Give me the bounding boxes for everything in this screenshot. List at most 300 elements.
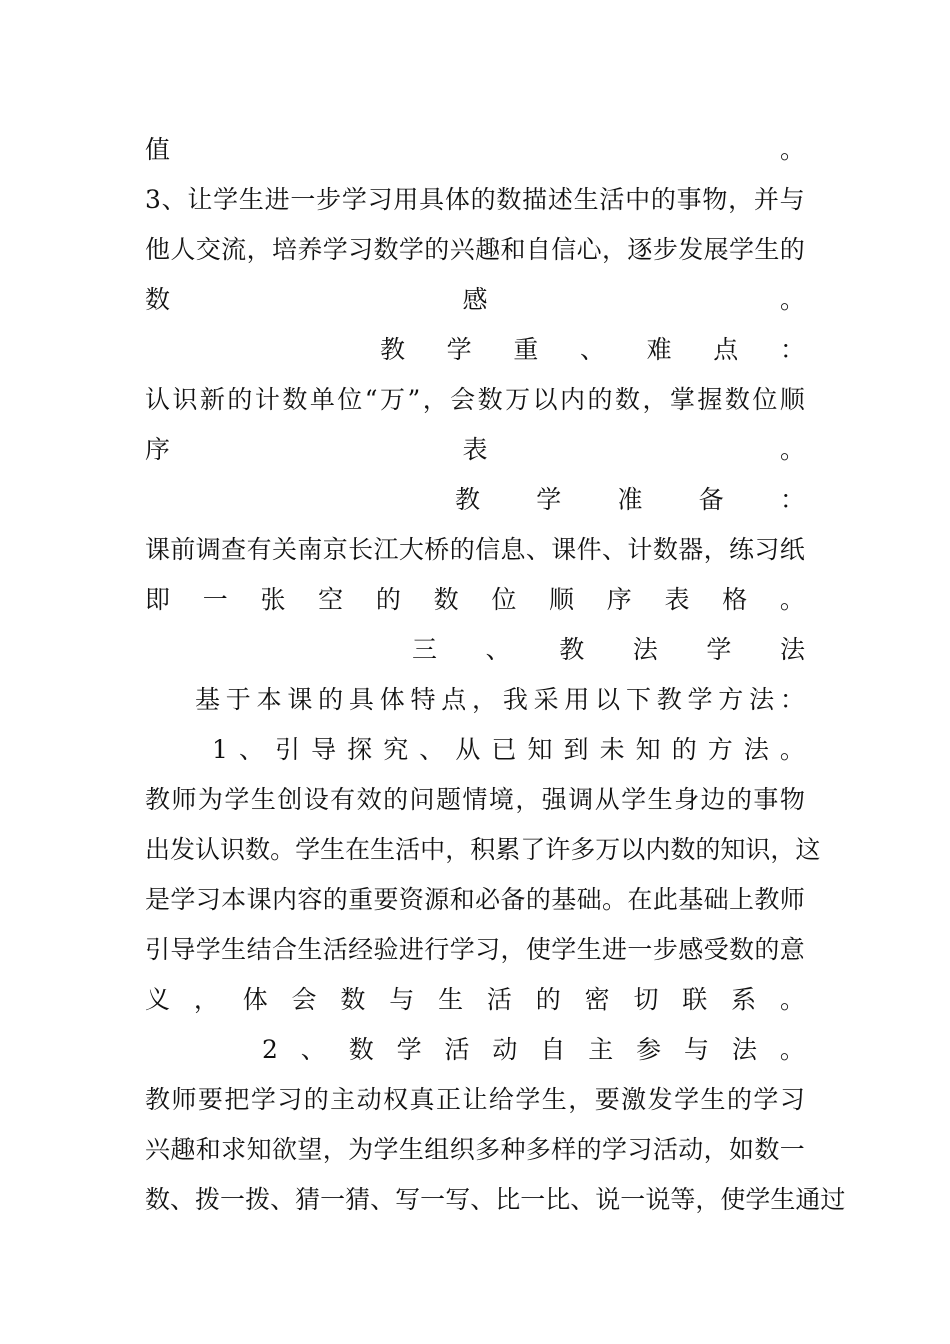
text-line [145, 175, 805, 225]
text-char: 出 [145, 835, 171, 864]
text-char: 强 [541, 785, 567, 814]
text-line [145, 1075, 805, 1125]
text-char: 正 [435, 1085, 461, 1114]
text-char: 这 [795, 835, 821, 864]
text-char: 学 [398, 235, 424, 264]
text-char: 等 [670, 1185, 696, 1214]
text-char: 教 [455, 485, 481, 514]
text-char: 序 [606, 585, 632, 614]
text-char: 体 [444, 185, 470, 214]
text-char: 数 [614, 385, 640, 414]
text-char: 学 [621, 785, 647, 814]
text-char: 纸 [779, 535, 805, 564]
text-char: “ [364, 385, 378, 414]
text-char: 物 [779, 785, 805, 814]
text-char: 生 [770, 1185, 796, 1214]
text-char: 经 [348, 935, 374, 964]
text-char: 如 [728, 1135, 754, 1164]
text-char: 数 [373, 235, 399, 264]
text-char: 学 [674, 1085, 700, 1114]
text-char: 学 [170, 885, 196, 914]
text-char: 要 [373, 885, 399, 914]
text-char: 数 [145, 285, 171, 314]
text-char: 数 [340, 985, 366, 1014]
text-char: 自 [525, 235, 551, 264]
text-char: 2 [262, 1035, 278, 1064]
text-char: 兴 [145, 1135, 171, 1164]
text-char: 题 [435, 785, 461, 814]
text-char: 数 [348, 1035, 374, 1064]
text-char: 教 [145, 785, 171, 814]
text-char: 物 [702, 185, 728, 214]
text-char: 生 [320, 835, 346, 864]
text-char: 具 [348, 685, 374, 714]
text-char: 习 [627, 1135, 653, 1164]
text-char: 从 [455, 735, 481, 764]
text-char: 教 [656, 685, 682, 714]
text-char: 学 [446, 335, 472, 364]
text-char: 过 [820, 1185, 846, 1214]
text-char: 步 [316, 185, 342, 214]
text-char: 教 [145, 1085, 171, 1114]
text-char: 计 [627, 535, 653, 564]
text-char: 重 [513, 335, 539, 364]
text-char: 样 [551, 1135, 577, 1164]
text-line [145, 875, 805, 925]
text-char: 课 [246, 885, 272, 914]
text-char: 以 [620, 835, 646, 864]
text-char: 权 [383, 1085, 409, 1114]
text-char: 内 [271, 885, 297, 914]
text-char: ， [695, 1185, 721, 1214]
text-char: 、 [170, 1185, 196, 1214]
text-char: 即 [145, 585, 171, 614]
text-char: 生 [297, 935, 323, 964]
text-char: 的 [726, 785, 752, 814]
text-char: 合 [271, 935, 297, 964]
text-char: 握 [697, 385, 723, 414]
text-char: 的 [671, 735, 697, 764]
text-char: 事 [753, 785, 779, 814]
text-char: 以 [595, 685, 621, 714]
text-char: ” [407, 385, 421, 414]
text-char: 设 [303, 785, 329, 814]
text-char: 上 [728, 885, 754, 914]
text-char: 张 [260, 585, 286, 614]
text-char: 空 [318, 585, 344, 614]
text-char: 系 [731, 985, 757, 1014]
text-char: 习 [195, 885, 221, 914]
text-char: 采 [533, 685, 559, 714]
text-char: 学 [322, 235, 348, 264]
text-char: 信 [475, 535, 501, 564]
text-char: 法 [749, 685, 775, 714]
text-char: 京 [322, 535, 348, 564]
text-char: 具 [419, 185, 445, 214]
text-char: 在 [345, 835, 371, 864]
text-char: 和 [449, 885, 475, 914]
text-char: 引 [275, 735, 301, 764]
text-char: 的 [587, 385, 613, 414]
text-char: 感 [678, 935, 704, 964]
text-char: 到 [563, 735, 589, 764]
text-char: 教 [754, 885, 780, 914]
text-line [145, 575, 805, 625]
text-char: 引 [145, 935, 171, 964]
text-char: 培 [271, 235, 297, 264]
text-char: 。 [779, 285, 805, 314]
text-char: 猜 [345, 1185, 371, 1214]
text-char: 桥 [424, 535, 450, 564]
section-heading [412, 625, 805, 675]
section-heading [380, 325, 805, 375]
text-char: 拨 [195, 1185, 221, 1214]
text-char: 3 [145, 185, 161, 214]
text-char: 生 [576, 935, 602, 964]
text-char: 兴 [449, 235, 475, 264]
text-char: 生 [221, 935, 247, 964]
text-char: 描 [522, 185, 548, 214]
text-char: 方 [707, 735, 733, 764]
text-char: 事 [676, 185, 702, 214]
text-char: 表 [664, 585, 690, 614]
text-char: 重 [348, 885, 374, 914]
text-char: 的 [227, 385, 253, 414]
text-char: 生 [754, 235, 780, 264]
text-char: 真 [409, 1085, 435, 1114]
text-char: 数 [652, 535, 678, 564]
text-char: 内 [560, 385, 586, 414]
text-char: ： [779, 335, 805, 364]
text-char: 比 [495, 1185, 521, 1214]
text-char: 法 [779, 635, 805, 664]
text-char: 学 [295, 835, 321, 864]
text-char: 边 [700, 785, 726, 814]
text-char: ， [770, 835, 796, 864]
text-char: 课 [145, 535, 171, 564]
text-char: 的 [726, 1085, 752, 1114]
text-char: 导 [170, 935, 196, 964]
text-char: 通 [795, 1185, 821, 1214]
text-char: 、 [238, 735, 264, 764]
text-char: 认 [195, 835, 221, 864]
text-char: 结 [246, 935, 272, 964]
text-char: 义 [145, 985, 171, 1014]
text-char: 主 [330, 1085, 356, 1114]
text-char: 趣 [475, 235, 501, 264]
text-char: 已 [491, 735, 517, 764]
text-char: 课 [551, 535, 577, 564]
text-char: 的 [525, 885, 551, 914]
text-char: 新 [199, 385, 225, 414]
text-char: 习 [754, 535, 780, 564]
text-char: 种 [500, 1135, 526, 1164]
text-char: 一 [620, 1185, 646, 1214]
text-char: 展 [703, 235, 729, 264]
text-char: 情 [462, 785, 488, 814]
text-char: 江 [373, 535, 399, 564]
text-char: 并 [753, 185, 779, 214]
text-char: 学 [396, 1035, 422, 1064]
text-char: 础 [703, 885, 729, 914]
text-char: 信 [551, 235, 577, 264]
text-char: 特 [410, 685, 436, 714]
text-line [195, 675, 805, 725]
text-char: 准 [617, 485, 643, 514]
text-char: 器 [678, 535, 704, 564]
text-char: 学 [213, 185, 239, 214]
text-char: 给 [488, 1085, 514, 1114]
text-char: 、 [161, 185, 187, 214]
text-char: 万 [505, 385, 531, 414]
text-char: 人 [170, 235, 196, 264]
text-char: 础 [576, 885, 602, 914]
text-char: 生 [398, 1135, 424, 1164]
text-char: 识 [220, 835, 246, 864]
text-char: 位 [752, 385, 778, 414]
text-char: 切 [633, 985, 659, 1014]
text-char: 一 [779, 1135, 805, 1164]
text-char: 从 [594, 785, 620, 814]
text-char: 学 [341, 185, 367, 214]
text-char: 多 [475, 1135, 501, 1164]
text-char: 内 [645, 835, 671, 864]
text-char: 长 [348, 535, 374, 564]
text-char: 进 [398, 935, 424, 964]
text-char: 单 [309, 385, 335, 414]
text-char: 教 [380, 335, 406, 364]
text-char: 资 [398, 885, 424, 914]
text-char: 本 [221, 885, 247, 914]
text-char: 习 [367, 185, 393, 214]
text-char: 与 [389, 985, 415, 1014]
text-char: 流 [221, 235, 247, 264]
text-char: 、 [570, 1185, 596, 1214]
text-char: 动 [492, 1035, 518, 1064]
text-char: 大 [398, 535, 424, 564]
text-char: 备 [500, 885, 526, 914]
text-char: 望 [297, 1135, 323, 1164]
text-char: 交 [195, 235, 221, 264]
text-char: 多 [570, 835, 596, 864]
text-char: 数 [724, 385, 750, 414]
text-char: 和 [500, 235, 526, 264]
text-char: 万 [379, 385, 405, 414]
text-char: 备 [698, 485, 724, 514]
text-char: 难 [646, 335, 672, 364]
text-char: 生 [700, 1085, 726, 1114]
text-char: 位 [337, 385, 363, 414]
text-char: 我 [502, 685, 528, 714]
text-char: 自 [540, 1035, 566, 1064]
text-char: 验 [373, 935, 399, 964]
text-char: 息 [500, 535, 526, 564]
text-char: 活 [444, 1035, 470, 1064]
text-char: 一 [290, 185, 316, 214]
text-char: 师 [171, 785, 197, 814]
text-char: 练 [728, 535, 754, 564]
text-char: 他 [145, 235, 171, 264]
text-line [145, 1175, 846, 1225]
text-char: ： [779, 485, 805, 514]
text-char: 学 [449, 935, 475, 964]
text-char: 此 [652, 885, 678, 914]
text-char: 调 [195, 535, 221, 564]
text-char: 效 [356, 785, 382, 814]
text-char: 拨 [245, 1185, 271, 1214]
text-char: 的 [779, 235, 805, 264]
text-char: 为 [197, 785, 223, 814]
text-char: 一 [420, 1185, 446, 1214]
text-char: 计 [254, 385, 280, 414]
text-char: 述 [547, 185, 573, 214]
text-char: 师 [779, 885, 805, 914]
text-char: 顺 [779, 385, 805, 414]
text-char: 让 [462, 1085, 488, 1114]
text-char: 、 [579, 335, 605, 364]
text-char: 发 [647, 1085, 673, 1114]
text-char: 要 [594, 1085, 620, 1114]
text-char: ， [728, 185, 754, 214]
text-char: 问 [409, 785, 435, 814]
text-char: 活 [395, 835, 421, 864]
text-char: 数 [245, 835, 271, 864]
text-char: 生 [250, 785, 276, 814]
text-char: 的 [383, 785, 409, 814]
text-char: 织 [449, 1135, 475, 1164]
text-char: 的 [754, 935, 780, 964]
text-char: 基 [678, 885, 704, 914]
text-char: 学 [728, 235, 754, 264]
text-char: 学 [753, 1085, 779, 1114]
text-char: 数 [145, 1185, 171, 1214]
text-char: 许 [545, 835, 571, 864]
text-char: 学 [224, 785, 250, 814]
text-char: 顺 [549, 585, 575, 614]
text-char: 创 [277, 785, 303, 814]
text-char: 有 [330, 785, 356, 814]
text-char: 位 [491, 585, 517, 614]
text-char: 心 [576, 235, 602, 264]
text-char: 生 [647, 785, 673, 814]
text-char: 活 [599, 185, 625, 214]
text-char: 方 [718, 685, 744, 714]
text-char: 。 [779, 135, 805, 164]
text-char: ， [602, 235, 628, 264]
text-char: 下 [625, 685, 651, 714]
text-line [212, 725, 805, 775]
text-char: 基 [551, 885, 577, 914]
text-char: 、 [602, 535, 628, 564]
text-char: 活 [652, 1135, 678, 1164]
text-char: 欲 [271, 1135, 297, 1164]
text-char: 意 [779, 935, 805, 964]
text-char: ， [515, 785, 541, 814]
text-char: 活 [486, 985, 512, 1014]
text-char: 多 [525, 1135, 551, 1164]
text-char: 知 [527, 735, 553, 764]
text-char: ， [703, 535, 729, 564]
text-char: 数 [477, 385, 503, 414]
text-char: 身 [674, 785, 700, 814]
text-char: 学 [515, 1085, 541, 1114]
text-char: 法 [632, 635, 658, 664]
text-char: 动 [356, 1085, 382, 1114]
text-char: 查 [221, 535, 247, 564]
text-char: ， [422, 385, 448, 414]
text-char: 师 [171, 1085, 197, 1114]
text-char: 的 [650, 185, 676, 214]
text-char: 知 [720, 835, 746, 864]
text-char: 学 [602, 1135, 628, 1164]
text-char: ， [568, 1085, 594, 1114]
text-line [145, 775, 805, 825]
text-char: 生 [438, 985, 464, 1014]
text-char: 一 [202, 585, 228, 614]
text-char: 南 [297, 535, 323, 564]
text-char: 为 [348, 1135, 374, 1164]
text-char: 的 [449, 535, 475, 564]
text-line [145, 1125, 805, 1175]
text-char: 激 [621, 1085, 647, 1114]
text-char: 生 [370, 835, 396, 864]
text-char: 、 [300, 1035, 326, 1064]
text-line [145, 825, 821, 875]
text-char: 猜 [295, 1185, 321, 1214]
text-char: 与 [779, 185, 805, 214]
text-char: 比 [545, 1185, 571, 1214]
text-char: 掌 [669, 385, 695, 414]
text-char: 写 [445, 1185, 471, 1214]
text-char: 联 [682, 985, 708, 1014]
text-char: 数 [282, 385, 308, 414]
text-char: 三 [412, 635, 438, 664]
section-heading [455, 475, 805, 525]
text-line [145, 225, 805, 275]
text-char: 、 [525, 535, 551, 564]
text-char: 以 [532, 385, 558, 414]
text-char: 把 [224, 1085, 250, 1114]
text-line [262, 1025, 805, 1075]
text-char: 会 [291, 985, 317, 1014]
text-char: 主 [588, 1035, 614, 1064]
text-line [145, 925, 805, 975]
text-char: 体 [242, 985, 268, 1014]
text-char: 。 [779, 435, 805, 464]
text-char: 习 [475, 935, 501, 964]
text-char: 的 [695, 835, 721, 864]
text-char: 课 [287, 685, 313, 714]
text-char: 。 [779, 1035, 805, 1064]
text-char: 累 [495, 835, 521, 864]
text-char: 组 [424, 1135, 450, 1164]
text-char: 与 [684, 1035, 710, 1064]
text-char: 的 [318, 685, 344, 714]
text-char: 是 [145, 885, 171, 914]
text-char: 。 [779, 585, 805, 614]
text-char: 基 [195, 685, 221, 714]
text-char: 写 [395, 1185, 421, 1214]
text-char: 前 [170, 535, 196, 564]
text-char: 表 [462, 435, 488, 464]
text-char: 参 [636, 1035, 662, 1064]
text-char: 本 [256, 685, 282, 714]
text-char: 感 [462, 285, 488, 314]
text-char: 、 [470, 1185, 496, 1214]
text-char: 的 [535, 985, 561, 1014]
text-char: 在 [627, 885, 653, 914]
text-char: 学 [195, 935, 221, 964]
